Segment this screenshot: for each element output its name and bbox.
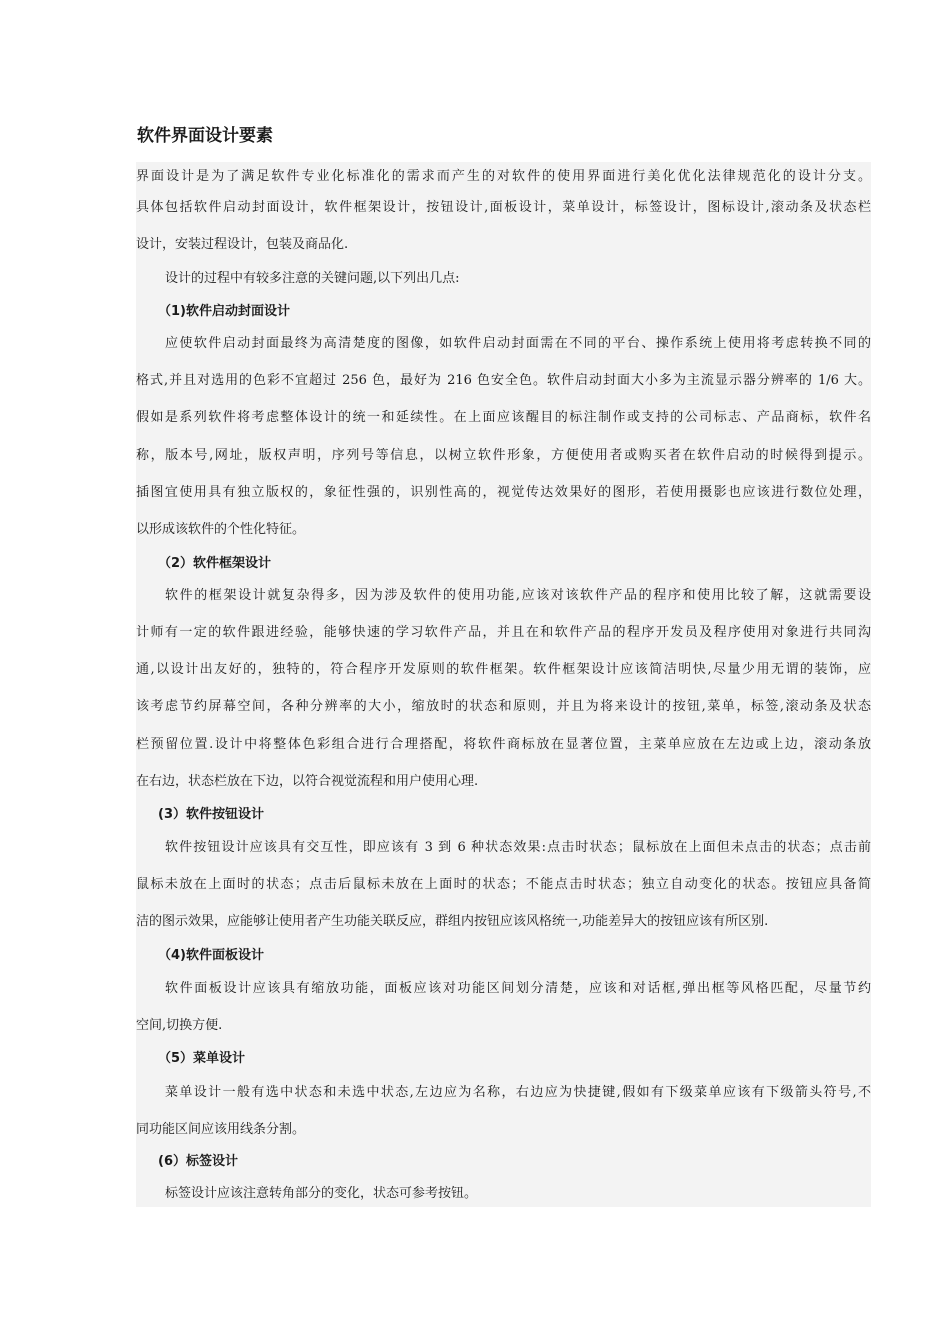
body-line: 标签设计应该注意转角部分的变化，状态可参考按钮。	[165, 1186, 478, 1201]
body-line: 空间,切换方便.	[136, 1018, 223, 1033]
body-line: 计师有一定的软件跟进经验，能够快速的学习软件产品，并且在和软件产品的程序开发员及程序使用对象进行共同沟	[136, 625, 871, 640]
section-heading: （2）软件框架设计	[158, 556, 272, 571]
body-line: 以形成该软件的个性化特征。	[136, 522, 306, 537]
body-line: 具体包括软件启动封面设计，软件框架设计，按钮设计,面板设计，菜单设计，标签设计，图标设计,滚动条及状态栏	[136, 200, 871, 215]
body-line: 界面设计是为了满足软件专业化标准化的需求而产生的对软件的使用界面进行美化优化法律规范化的设计分支。	[136, 169, 871, 184]
section-heading: (3）软件按钮设计	[158, 807, 264, 822]
body-line: 假如是系列软件将考虑整体设计的统一和延续性。在上面应该醒目的标注制作或支持的公司标志、产品商标，软件名	[136, 410, 871, 425]
body-line: 该考虑节约屏幕空间，各种分辨率的大小，缩放时的状态和原则，并且为将来设计的按钮,菜单，标签,滚动条及状态	[136, 699, 871, 714]
body-line: 软件面板设计应该具有缩放功能，面板应该对功能区间划分清楚，应该和对话框,弹出框等风格匹配，尽量节约	[165, 981, 871, 996]
body-line: 设计，安装过程设计，包装及商品化.	[136, 237, 349, 252]
body-line: 软件的框架设计就复杂得多，因为涉及软件的使用功能,应该对该软件产品的程序和使用比较了解，这就需要设	[165, 588, 871, 603]
body-line: 称，版本号,网址，版权声明，序列号等信息，以树立软件形象，方便使用者或购买者在软件启动的时候得到提示。	[136, 448, 871, 463]
section-heading: （4)软件面板设计	[158, 948, 264, 963]
section-heading: (6）标签设计	[158, 1154, 238, 1169]
body-line: 同功能区间应该用线条分割。	[136, 1122, 306, 1137]
body-line: 软件按钮设计应该具有交互性，即应该有 3 到 6 种状态效果:点击时状态；鼠标放在上面但未点击的状态；点击前	[165, 840, 871, 855]
section-heading: （5）菜单设计	[158, 1051, 246, 1066]
section-heading: （1)软件启动封面设计	[158, 304, 290, 319]
body-line: 洁的图示效果，应能够让使用者产生功能关联反应，群组内按钮应该风格统一,功能差异大的按钮应该有所区别.	[136, 914, 769, 929]
body-line: 菜单设计一般有选中状态和未选中状态,左边应为名称，右边应为快捷键,假如有下级菜单应该有下级箭头符号,不	[165, 1085, 871, 1100]
document-title: 软件界面设计要素	[137, 126, 273, 146]
document-body	[136, 162, 871, 1207]
body-line: 在右边，状态栏放在下边，以符合视觉流程和用户使用心理.	[136, 774, 479, 789]
body-line: 格式,并且对选用的色彩不宜超过 256 色，最好为 216 色安全色。软件启动封面大小多为主流显示器分辨率的 1/6 大。	[136, 373, 871, 388]
body-line: 栏预留位置.设计中将整体色彩组合进行合理搭配，将软件商标放在显著位置，主菜单应放在左边或上边，滚动条放	[136, 737, 871, 752]
body-line: 插图宜使用具有独立版权的，象征性强的，识别性高的，视觉传达效果好的图形，若使用摄影也应该进行数位处理，	[136, 485, 871, 500]
body-line: 应使软件启动封面最终为高清楚度的图像，如软件启动封面需在不同的平台、操作系统上使用将考虑转换不同的	[165, 336, 871, 351]
body-line: 通,以设计出友好的，独特的，符合程序开发原则的软件框架。软件框架设计应该简洁明快,尽量少用无谓的装饰，应	[136, 662, 871, 677]
body-line: 鼠标未放在上面时的状态；点击后鼠标未放在上面时的状态；不能点击时状态；独立自动变化的状态。按钮应具备简	[136, 877, 871, 892]
body-line: 设计的过程中有较多注意的关键问题,以下列出几点:	[165, 271, 460, 286]
